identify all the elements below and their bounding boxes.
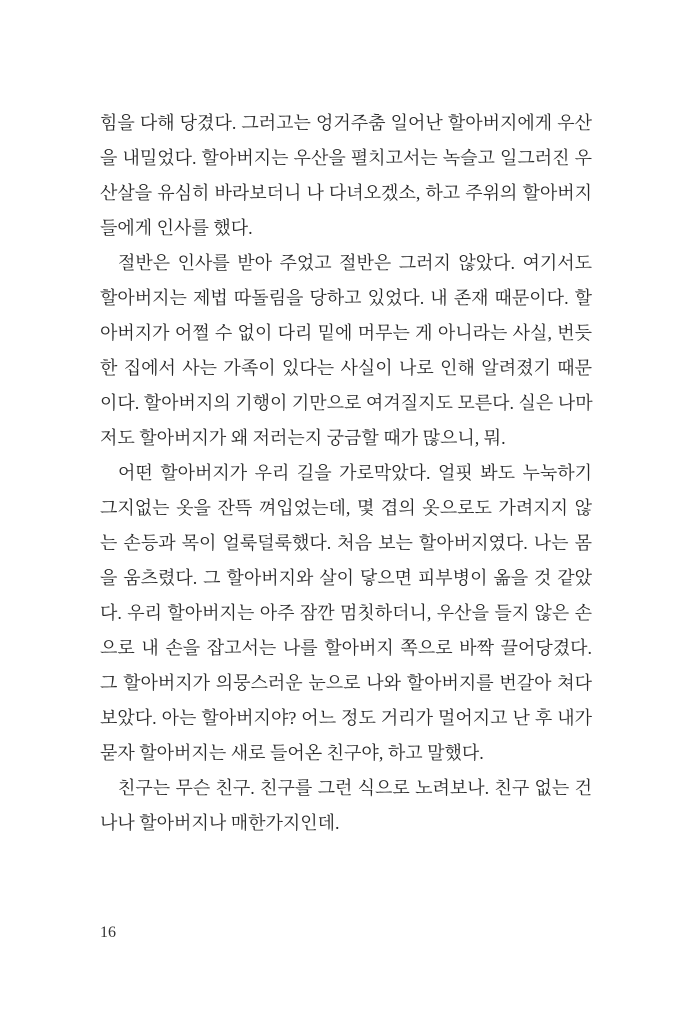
text-line: 으로 내 손을 잡고서는 나를 할아버지 쪽으로 바짝 끌어당겼다. xyxy=(100,638,592,658)
text-line: 한 집에서 사는 가족이 있다는 사실이 나로 인해 알려졌기 때문 xyxy=(100,358,592,378)
text-line: 절반은 인사를 받아 주었고 절반은 그러지 않았다. 여기서도 xyxy=(118,253,592,273)
text-line: 저도 할아버지가 왜 저러는지 궁금할 때가 많으니, 뭐. xyxy=(100,428,506,448)
text-line: 다. 우리 할아버지는 아주 잠깐 멈칫하더니, 우산을 들지 않은 손 xyxy=(100,603,592,623)
text-line: 그 할아버지가 의뭉스러운 눈으로 나와 할아버지를 번갈아 쳐다 xyxy=(100,673,592,693)
paragraph xyxy=(100,456,592,771)
paragraph xyxy=(100,771,592,841)
text-line: 이다. 할아버지의 기행이 기만으로 여겨질지도 모른다. 실은 나마 xyxy=(100,393,593,413)
text-line: 을 내밀었다. 할아버지는 우산을 펼치고서는 녹슬고 일그러진 우 xyxy=(100,148,592,168)
text-line: 산살을 유심히 바라보더니 나 다녀오겠소, 하고 주위의 할아버지 xyxy=(100,183,592,203)
text-line: 아버지가 어쩔 수 없이 다리 밑에 머무는 게 아니라는 사실, 번듯 xyxy=(100,323,592,343)
text-line: 묻자 할아버지는 새로 들어온 친구야, 하고 말했다. xyxy=(100,743,484,763)
page-number: 16 xyxy=(100,924,116,941)
body-text xyxy=(100,106,592,841)
text-line: 나나 할아버지나 매한가지인데. xyxy=(100,813,340,833)
text-line: 그지없는 옷을 잔뜩 껴입었는데, 몇 겹의 옷으로도 가려지지 않 xyxy=(100,498,592,518)
paragraph xyxy=(100,106,592,246)
text-line: 힘을 다해 당겼다. 그러고는 엉거주춤 일어난 할아버지에게 우산 xyxy=(100,113,592,133)
text-line: 는 손등과 목이 얼룩덜룩했다. 처음 보는 할아버지였다. 나는 몸 xyxy=(100,533,592,553)
text-line: 들에게 인사를 했다. xyxy=(100,218,253,238)
text-line: 할아버지는 제법 따돌림을 당하고 있었다. 내 존재 때문이다. 할 xyxy=(100,288,592,308)
text-line: 보았다. 아는 할아버지야? 어느 정도 거리가 멀어지고 난 후 내가 xyxy=(100,708,592,728)
text-line: 을 움츠렸다. 그 할아버지와 살이 닿으면 피부병이 옮을 것 같았 xyxy=(100,568,592,588)
text-line: 친구는 무슨 친구. 친구를 그런 식으로 노려보나. 친구 없는 건 xyxy=(118,778,592,798)
paragraph xyxy=(100,246,592,456)
text-line: 어떤 할아버지가 우리 길을 가로막았다. 얼핏 봐도 누눅하기 xyxy=(118,463,592,483)
